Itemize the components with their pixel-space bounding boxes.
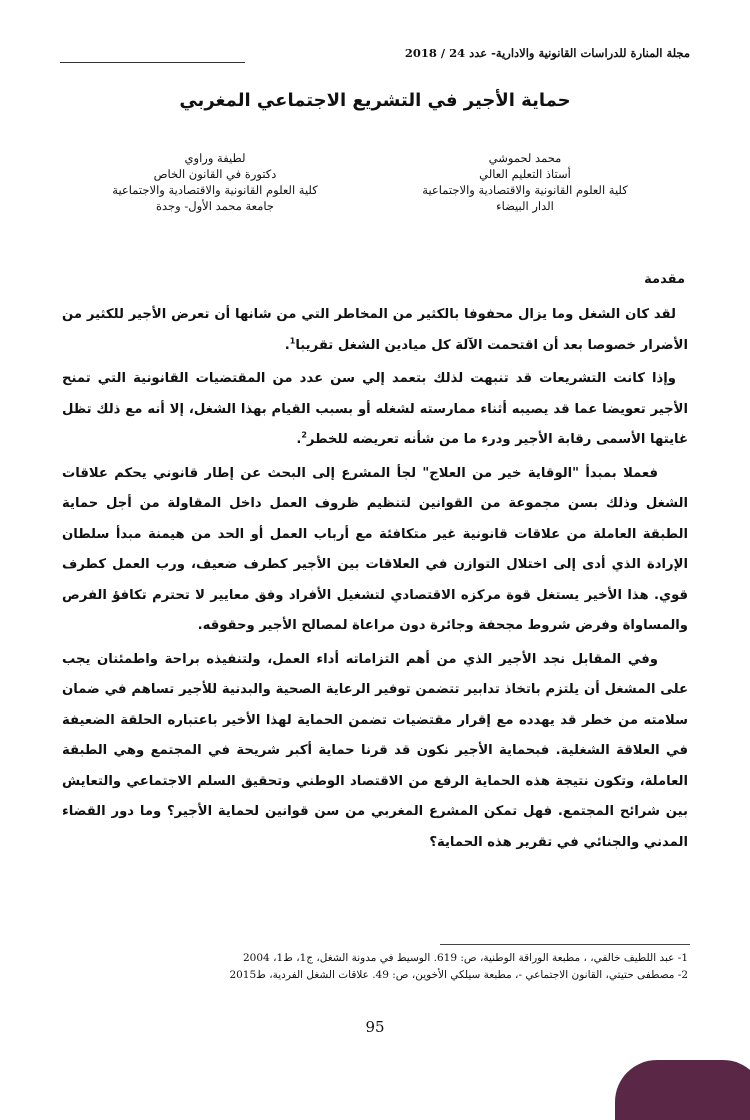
paragraph xyxy=(62,459,688,642)
author-affiliation: دكتورة في القانون الخاص xyxy=(153,167,277,181)
footnote: 1- عبد اللطيف خالفي، ، مطبعة الوراقة الوطنية، ص: 619. الوسيط في مدونة الشغل، ج1، ط1، 2004 xyxy=(243,952,688,964)
author-affiliation: الدار البيضاء xyxy=(496,199,554,213)
author-block-2 xyxy=(95,150,335,214)
paragraph: وإذا كانت التشريعات قد تنبهت لذلك بتعمد إلي سن عدد من المقتضيات القانونية التي تمنح الأجير تعويضا عما قد يصيبه أثناء ممارسته لشغله أو بسبب القيام بهذا الشغل، إلا أنه مع ذلك تظل غايتها الأسمى رقابة الأجير ودرء ما من شأنه تعريضه للخطر$^2$. xyxy=(62,371,688,447)
paragraph-text: وإذا كانت التشريعات قد تنبهت لذلك بتعمد إلي سن عدد من المقتضيات القانونية التي تمنح الأجير تعويضا عما قد يصيبه أثناء ممارسته لشغله أو بسبب القيام بهذا الشغل، إلا أنه مع ذلك تظل غايتها الأسمى رقابة الأجير ودرء ما من شأنه تعريضه للخطر xyxy=(62,371,688,447)
author-affiliation: أستاذ التعليم العالي xyxy=(479,167,571,181)
paragraph-text: فعملا بمبدأ "الوقاية خير من العلاج" لجأ المشرع إلى البحث عن إطار قانوني يحكم علاقات الشغل وذلك بسن مجموعة من القوانين لتنظيم ظروف العمل داخل المقاولة من أجل حماية الطبقة العاملة من علاقات قانونية غير متكافئة مع أرباب العمل أو الحد من هيمنة مبدأ سلطان الإرادة الذي أدى إلى اختلال التوازن في العلاقات بين الأجير كطرف ضعيف، ورب العمل كطرف قوي. هذا الأخير يستغل قوة مركزه الاقتصادي لتشغيل الأفراد وفق معايير لا تحترم تكافؤ الفرص والمساواة وفرض شروط مجحفة وجائرة دون مراعاة لمصالح الأجير وحقوقه. xyxy=(62,465,688,633)
author-affiliation: جامعة محمد الأول- وجدة xyxy=(156,199,274,213)
paragraph xyxy=(62,645,688,859)
corner-decoration xyxy=(615,1060,750,1120)
journal-header: مجلة المنارة للدراسات القانونية والادارية- عدد 24 / 2018 xyxy=(404,46,690,60)
author-name: محمد لحموشي xyxy=(488,151,562,165)
paragraph-text: وفي المقابل نجد الأجير الذي من أهم التزاماته أداء العمل، ولتنفيذه براحة واطمئنان يجب على المشغل أن يلتزم باتخاذ تدابير تتضمن توفير الرعاية الصحية والبدنية للأجير تساهم في ضمان سلامته من خطر قد يهدده مع إقرار مقتضيات تضمن الحماية لهذا الأخير باعتباره الحلقة الضعيفة في العلاقة الشغلية. فبحماية الأجير نكون قد قرنا حماية أكبر شريحة في المجتمع وهي الطبقة العاملة، وتكون نتيجة هذه الحماية الرفع من الاقتصاد الوطني وتحقيق السلم الاجتماعي والتعايش بين شرائح المجتمع. فهل تمكن المشرع المغربي من سن قوانين لحماية الأجير؟ وما دور القضاء المدني والجنائي في تقرير هذه الحماية؟ xyxy=(62,651,688,850)
footnote: 2- مصطفى حتيتي، القانون الاجتماعي -، مطبعة سيلكي الأخوين، ص: 49. علاقات الشغل الفردية، ط2015 xyxy=(229,969,688,981)
author-affiliation: كلية العلوم القانونية والاقتصادية والاجتماعية xyxy=(112,183,318,197)
author-name: لطيفة وراوي xyxy=(184,151,246,165)
footnote-ref: 1 xyxy=(289,336,296,346)
running-header xyxy=(60,42,690,64)
body-text xyxy=(62,300,688,861)
article-title: حماية الأجير في التشريع الاجتماعي المغربي xyxy=(179,90,571,111)
author-block-1 xyxy=(395,150,655,214)
author-affiliation: كلية العلوم القانونية والاقتصادية والاجتماعية xyxy=(422,183,628,197)
page-number: 95 xyxy=(365,1018,385,1036)
paragraph: لقد كان الشغل وما يزال محفوفا بالكثير من المخاطر التي من شانها أن تعرض الأجير للكثير من الأضرار خصوصا بعد أن اقتحمت الآلة كل ميادين الشغل تقريبا$^1$. xyxy=(62,307,688,353)
header-rule xyxy=(60,62,245,63)
section-heading: مقدمة xyxy=(644,272,685,287)
paragraph-text: لقد كان الشغل وما يزال محفوفا بالكثير من المخاطر التي من شانها أن تعرض الأجير للكثير من الأضرار خصوصا بعد أن اقتحمت الآلة كل ميادين الشغل تقريبا xyxy=(62,307,688,353)
footnote-separator xyxy=(440,944,690,945)
footnotes xyxy=(62,950,688,984)
footnote-ref: 2 xyxy=(301,430,307,440)
